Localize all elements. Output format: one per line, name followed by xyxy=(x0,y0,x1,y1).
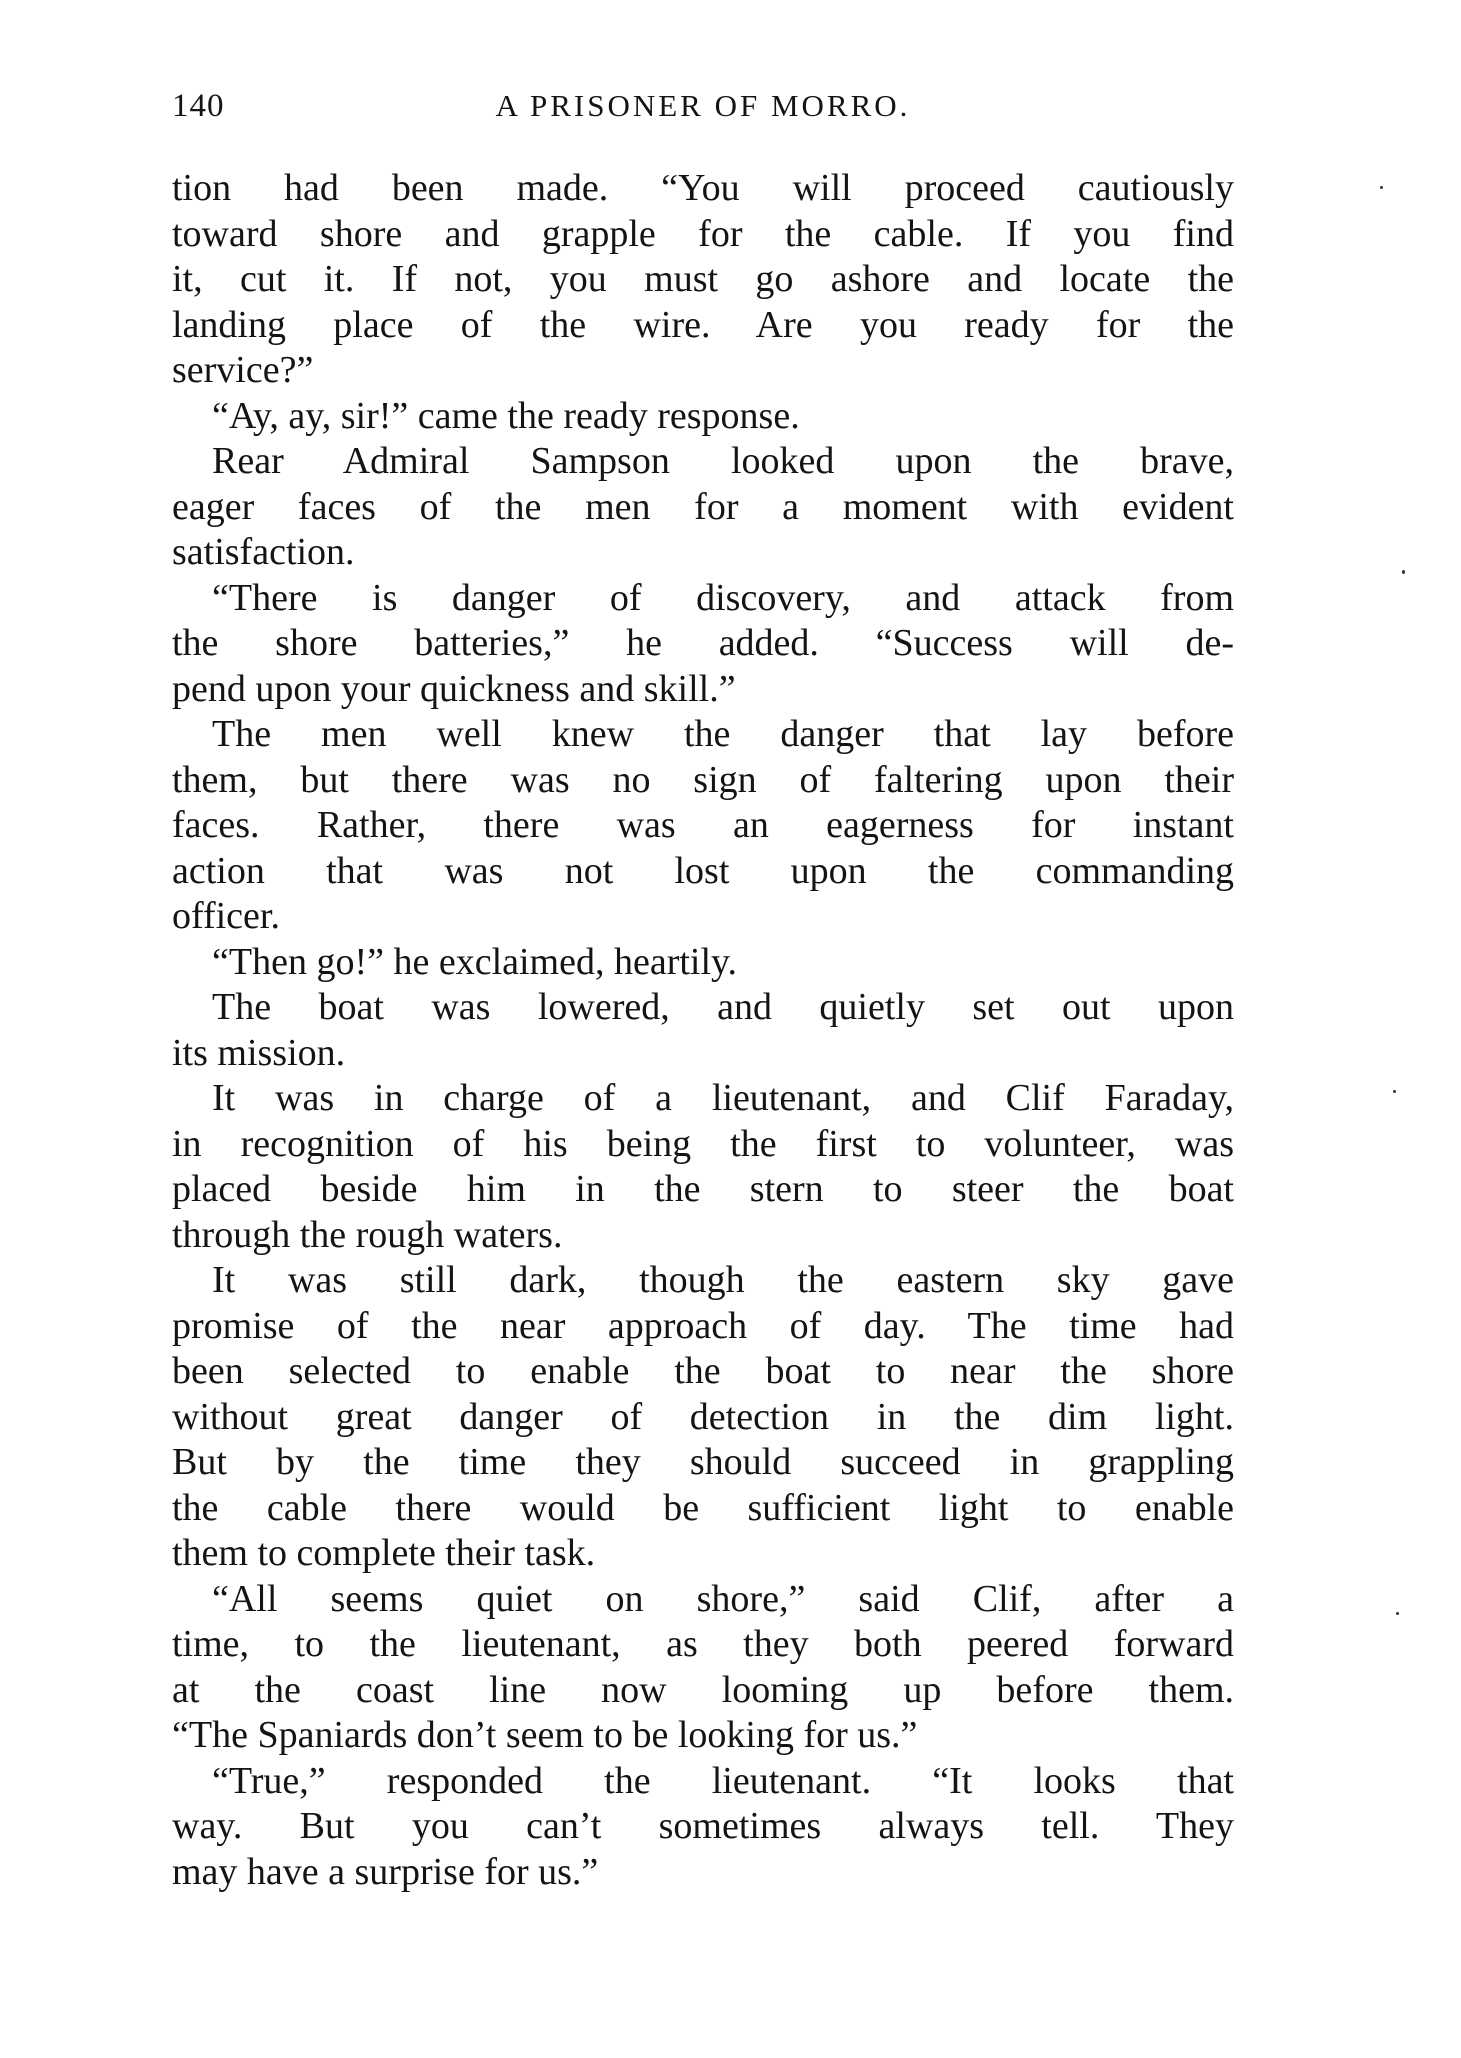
text-line: promise of the near approach of day. The time had xyxy=(172,1304,1234,1347)
text-line: pend upon your quickness and skill.” xyxy=(172,667,736,710)
text-line: service?” xyxy=(172,349,314,391)
text-line: “The Spaniards don’t seem to be looking for us.” xyxy=(172,1714,918,1756)
text-line: the shore batteries,” he added. “Success will de- xyxy=(172,622,1234,664)
text-line: “All seems quiet on shore,” said Clif, after a xyxy=(212,1577,1234,1620)
text-line: at the coast line now looming up before them. xyxy=(172,1668,1234,1711)
scan-speck xyxy=(1396,1612,1399,1615)
running-head xyxy=(172,88,1234,138)
text-line: It was in charge of a lieutenant, and Clif Faraday, xyxy=(212,1077,1234,1119)
text-line: may have a surprise for us.” xyxy=(172,1850,599,1893)
text-line: action that was not lost upon the commanding xyxy=(172,849,1234,892)
scan-speck xyxy=(1380,186,1383,189)
text-line: eager faces of the men for a moment with evident xyxy=(172,485,1234,528)
text-line: it, cut it. If not, you must go ashore and locate the xyxy=(172,258,1234,300)
text-line: way. But you can’t sometimes always tell. They xyxy=(172,1805,1234,1847)
text-line: landing place of the wire. Are you ready for the xyxy=(172,303,1234,346)
body-text xyxy=(172,166,1234,1895)
text-line: “Ay, ay, sir!” came the ready response. xyxy=(212,394,800,437)
text-line: The boat was lowered, and quietly set out upon xyxy=(212,986,1234,1028)
running-title: A PRISONER OF MORRO. xyxy=(495,88,911,123)
text-line: through the rough waters. xyxy=(172,1213,563,1256)
text-line: toward shore and grapple for the cable. If you find xyxy=(172,212,1234,255)
scan-speck xyxy=(1393,1090,1396,1093)
text-line: in recognition of his being the first to volunteer, was xyxy=(172,1122,1234,1165)
text-line: them to complete their task. xyxy=(172,1532,596,1574)
text-line: “There is danger of discovery, and attack from xyxy=(212,576,1234,619)
text-line: Rear Admiral Sampson looked upon the brave, xyxy=(212,440,1234,482)
text-line: It was still dark, though the eastern sky gave xyxy=(212,1259,1234,1301)
scan-speck xyxy=(1402,570,1405,574)
text-line: tion had been made. “You will proceed cautiously xyxy=(172,167,1234,209)
text-line: officer. xyxy=(172,895,280,937)
text-line: been selected to enable the boat to near the shore xyxy=(172,1350,1234,1392)
text-line: its mission. xyxy=(172,1031,346,1074)
text-line: the cable there would be sufficient light to enable xyxy=(172,1486,1234,1529)
text-line: The men well knew the danger that lay before xyxy=(212,713,1234,755)
text-line: time, to the lieutenant, as they both peered forward xyxy=(172,1623,1234,1665)
text-line: “True,” responded the lieutenant. “It looks that xyxy=(212,1759,1234,1802)
text-line: without great danger of detection in the dim light. xyxy=(172,1395,1234,1438)
text-line: them, but there was no sign of faltering upon their xyxy=(172,758,1234,801)
text-line: “Then go!” he exclaimed, heartily. xyxy=(212,940,738,983)
page-number: 140 xyxy=(172,88,225,124)
text-line: But by the time they should succeed in grappling xyxy=(172,1441,1234,1483)
text-line: placed beside him in the stern to steer the boat xyxy=(172,1168,1234,1210)
text-line: faces. Rather, there was an eagerness for instant xyxy=(172,804,1234,846)
text-line: satisfaction. xyxy=(172,531,355,573)
